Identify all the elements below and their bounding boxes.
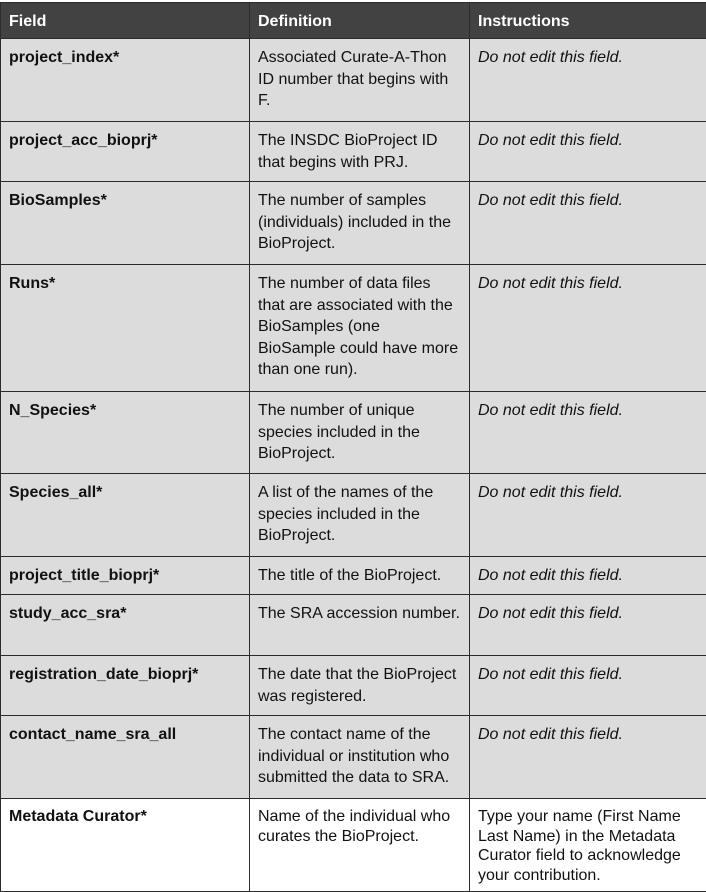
definition-cell: The contact name of the individual or institution who submitted the data to SRA. xyxy=(250,716,470,799)
table-row xyxy=(1,557,706,595)
table-header-row xyxy=(1,3,706,39)
field-cell: Runs* xyxy=(1,265,250,392)
header-definition: Definition xyxy=(250,3,470,39)
table-row xyxy=(1,265,706,392)
definition-cell: The SRA accession number. xyxy=(250,595,470,656)
table-row xyxy=(1,39,706,122)
instructions-cell: Do not edit this field. xyxy=(470,716,706,799)
table-row xyxy=(1,392,706,474)
table-row xyxy=(1,182,706,265)
instructions-cell: Do not edit this field. xyxy=(470,474,706,557)
instructions-cell: Do not edit this field. xyxy=(470,122,706,182)
field-cell: BioSamples* xyxy=(1,182,250,265)
definition-cell: The number of unique species included in the BioProject. xyxy=(250,392,470,474)
instructions-cell: Do not edit this field. xyxy=(470,39,706,122)
header-field: Field xyxy=(1,3,250,39)
definition-cell: The title of the BioProject. xyxy=(250,557,470,595)
instructions-cell: Type your name (First Name Last Name) in the Metadata Curator field to acknowledge your contribution. xyxy=(470,799,706,892)
instructions-cell: Do not edit this field. xyxy=(470,557,706,595)
field-cell: N_Species* xyxy=(1,392,250,474)
table-row xyxy=(1,122,706,182)
definition-cell: A list of the names of the species included in the BioProject. xyxy=(250,474,470,557)
instructions-cell: Do not edit this field. xyxy=(470,392,706,474)
table-row xyxy=(1,799,706,892)
field-cell: project_title_bioprj* xyxy=(1,557,250,595)
field-cell: study_acc_sra* xyxy=(1,595,250,656)
instructions-cell: Do not edit this field. xyxy=(470,656,706,716)
table-row xyxy=(1,656,706,716)
field-cell: Metadata Curator* xyxy=(1,799,250,892)
definition-cell: The INSDC BioProject ID that begins with PRJ. xyxy=(250,122,470,182)
header-instructions: Instructions xyxy=(470,3,706,39)
table-row xyxy=(1,716,706,799)
field-cell: project_index* xyxy=(1,39,250,122)
table-row xyxy=(1,474,706,557)
definition-cell: The date that the BioProject was registered. xyxy=(250,656,470,716)
field-cell: project_acc_bioprj* xyxy=(1,122,250,182)
field-cell: contact_name_sra_all xyxy=(1,716,250,799)
definition-cell: The number of data files that are associated with the BioSamples (one BioSample could have more than one run). xyxy=(250,265,470,392)
definition-cell: The number of samples (individuals) included in the BioProject. xyxy=(250,182,470,265)
instructions-cell: Do not edit this field. xyxy=(470,595,706,656)
table-row xyxy=(1,595,706,656)
field-cell: Species_all* xyxy=(1,474,250,557)
definition-cell: Name of the individual who curates the BioProject. xyxy=(250,799,470,892)
field-cell: registration_date_bioprj* xyxy=(1,656,250,716)
definition-cell: Associated Curate-A-Thon ID number that begins with F. xyxy=(250,39,470,122)
instructions-cell: Do not edit this field. xyxy=(470,265,706,392)
instructions-cell: Do not edit this field. xyxy=(470,182,706,265)
field-definitions-table xyxy=(0,2,706,892)
